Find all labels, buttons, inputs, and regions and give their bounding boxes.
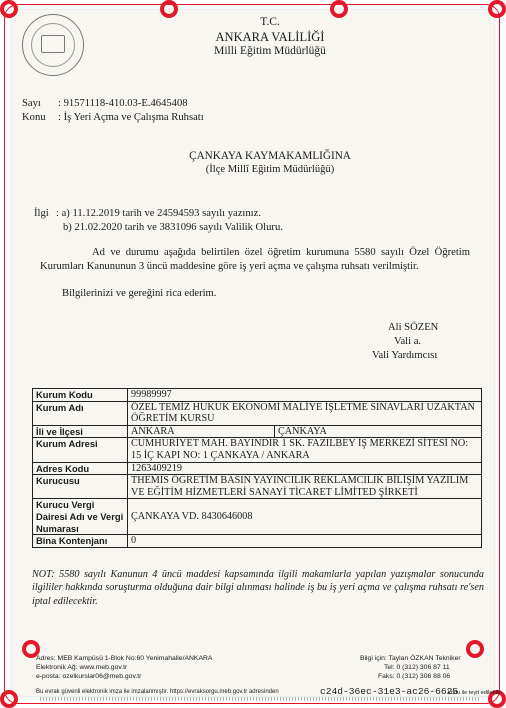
bina-kontenjani-value: 0 [128,535,482,548]
vergi-value: ÇANKAYA VD. 8430646008 [128,499,482,535]
footer-address: Adres: MEB Kampüsü 1-Blok No:60 Yenimahalle/ANKARA [36,655,213,662]
verification-code: c24d-36ec-31e3-ac26-6625 [320,686,459,697]
body-paragraph-1: Ad ve durumu aşağıda belirtilen özel öğretim kurumuna 5580 sayılı Özel Öğretim Kurumları Kanununun 3 üncü maddesine göre iş yeri açma ve çalışma ruhsatı verilmiştir. [40,247,470,272]
table-row [33,462,482,475]
kurum-kodu-label: Kurum Kodu [33,389,128,402]
table-row [33,535,482,548]
header-directorate: Milli Eğitim Müdürlüğü [214,45,326,57]
kurum-adresi-value: CUMHURİYET MAH. BAYINDIR 1 SK. FAZILBEY İŞ MERKEZİ SİTESİ NO: 15 İÇ KAPI NO: 1 ÇANKAYA / ANKARA [128,438,482,462]
footer-verify-text: Bu evrak güvenli elektronik imza ile imzalanmıştır. https://evraksorgu.meb.gov.tr adresinden [36,689,279,695]
bina-kontenjani-label: Bina Kontenjanı [33,535,128,548]
table-row [33,401,482,425]
footer-contact: Bilgi için: Taylan ÖZKAN Tekniker [360,655,461,662]
recipient-name: ÇANKAYA KAYMAKAMLIĞINA [189,150,351,162]
sayi-value: : 91571118-410.03-E.4645408 [58,98,188,109]
kurum-kodu-value: 99989997 [128,389,482,402]
vergi-label: Kurucu Vergi Dairesi Adı ve Vergi Numarası [33,499,128,535]
note-paragraph: NOT: 5580 sayılı Kanunun 4 üncü maddesi kapsamında ilgili makamlarla yapılan yazışmalar sonucunda ilgililer hakkında soruşturma olduğuna dair bilgi alınması halinde iş bu iş yeri açma ve çalışma ruhsatı re'sen iptal edilecektir. [32,569,484,607]
table-row [33,438,482,462]
signature-name: Ali SÖZEN [388,322,439,333]
header-tc: T.C. [260,16,280,28]
signature-title-2: Vali Yardımcısı [372,350,438,361]
institution-info-table [32,388,482,548]
adres-kodu-value: 1263409219 [128,462,482,475]
footer-verify-suffix: kodu ile teyit edilebilir. [448,690,503,696]
signature-title-1: Vali a. [394,336,422,347]
header-governorship: ANKARA VALİLİĞİ [215,30,325,44]
kurucu-label: Kurucusu [33,475,128,499]
barcode-strip [40,697,480,701]
konu-value: : İş Yeri Açma ve Çalışma Ruhsatı [58,112,204,123]
ilgi-a: : a) 11.12.2019 tarih ve 24594593 sayılı yazınız. [56,208,261,219]
kurucu-value: THEMIS ÖĞRETİM BASIN YAYINCILIK REKLAMCILIK BİLİŞİM YAZILIM VE EĞİTİM HİZMETLERİ SANAYİ TİCARET LİMİTED ŞİRKETİ [128,475,482,499]
corner-handle-bottom-left[interactable] [0,690,18,708]
footer-fax: Faks: 0 (312) 306 88 06 [378,673,451,680]
il-value: ANKARA [128,425,275,438]
adres-kodu-label: Adres Kodu [33,462,128,475]
ilgi-label: İlgi [34,208,49,219]
corner-handle-top-left[interactable] [0,0,18,18]
footer-tel: Tel: 0 (312) 306 87 11 [384,664,450,671]
table-row [33,389,482,402]
ilgi-b: b) 21.02.2020 tarih ve 3831096 sayılı Valilik Oluru. [63,222,283,233]
kurum-adresi-label: Kurum Adresi [33,438,128,462]
body-paragraph-2: Bilgilerinizi ve gereğini rica ederim. [62,288,217,299]
kurum-adi-value: ÖZEL TEMİZ HUKUK EKONOMİ MALİYE İŞLETME SINAVLARI UZAKTAN ÖĞRETİM KURSU [128,401,482,425]
edge-handle-right[interactable] [466,640,484,658]
kurum-adi-label: Kurum Adı [33,401,128,425]
ministry-seal-icon [22,14,84,76]
footer-web: Elektronik Ağ: www.meb.gov.tr [36,664,128,671]
corner-handle-top-right[interactable] [488,0,506,18]
il-ilce-label: İli ve İlçesi [33,425,128,438]
sayi-label: Sayı [22,98,41,109]
footer-email: e-posta: ozelkurslar06@meb.gov.tr [36,673,142,680]
recipient-sub: (İlçe Millî Eğitim Müdürlüğü) [205,164,335,175]
table-row [33,425,482,438]
ilce-value: ÇANKAYA [275,425,482,438]
table-row [33,499,482,535]
table-row [33,475,482,499]
konu-label: Konu [22,112,46,123]
